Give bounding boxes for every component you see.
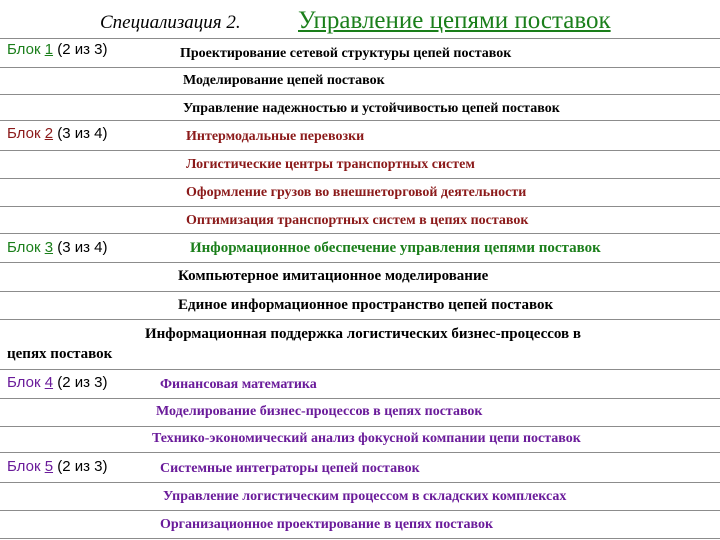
divider — [0, 150, 720, 151]
block-word: Блок — [7, 458, 41, 475]
list-item: Проектирование сетевой структуры цепей поставок — [180, 46, 512, 61]
list-item: Компьютерное имитационное моделирование — [178, 268, 489, 284]
divider — [0, 538, 720, 539]
divider — [0, 482, 720, 483]
divider — [0, 67, 720, 68]
block-number: 1 — [44, 41, 54, 58]
divider — [0, 262, 720, 263]
list-item: Информационное обеспечение управления цепями поставок — [190, 240, 601, 256]
block-number: 3 — [44, 239, 54, 256]
divider — [0, 369, 720, 370]
divider — [0, 206, 720, 207]
block-number: 5 — [44, 458, 54, 475]
block-number: 4 — [44, 374, 54, 391]
divider — [0, 94, 720, 95]
divider — [0, 426, 720, 427]
list-item: Системные интеграторы цепей поставок — [160, 461, 420, 476]
list-item: Единое информационное пространство цепей поставок — [178, 297, 554, 313]
list-item: Интермодальные перевозки — [186, 129, 365, 144]
specialization-label: Специализация 2. — [100, 12, 241, 33]
block-word: Блок — [7, 41, 41, 58]
page-title: Управление цепями поставок — [298, 7, 611, 34]
block-word: Блок — [7, 374, 41, 391]
list-item: Управление надежностью и устойчивостью цепей поставок — [183, 101, 560, 116]
list-item: Логистические центры транспортных систем — [186, 157, 475, 172]
list-item: Технико-экономический анализ фокусной компании цепи поставок — [152, 431, 581, 446]
list-item: Моделирование цепей поставок — [183, 73, 385, 88]
block-count: (2 из 3) — [57, 458, 108, 475]
block-count: (3 из 4) — [57, 239, 108, 256]
block-label — [7, 458, 107, 475]
block-count: (2 из 3) — [57, 41, 108, 58]
divider — [0, 452, 720, 453]
block-label — [7, 125, 107, 142]
block-count: (2 из 3) — [57, 374, 108, 391]
list-item: Информационная поддержка логистических бизнес-процессов в — [145, 326, 581, 342]
list-item: Оформление грузов во внешнеторговой деятельности — [186, 185, 527, 200]
list-item: Оптимизация транспортных систем в цепях поставок — [186, 213, 529, 228]
list-item: Организационное проектирование в цепях поставок — [160, 517, 494, 532]
list-item: Финансовая математика — [160, 377, 317, 392]
divider — [0, 398, 720, 399]
block-number: 2 — [44, 125, 54, 142]
list-item: Моделирование бизнес-процессов в цепях поставок — [156, 404, 483, 419]
divider — [0, 233, 720, 234]
divider — [0, 38, 720, 39]
divider — [0, 178, 720, 179]
block-word: Блок — [7, 239, 41, 256]
list-item-continued: цепях поставок — [7, 346, 113, 362]
list-item: Управление логистическим процессом в складских комплексах — [163, 489, 567, 504]
block-word: Блок — [7, 125, 41, 142]
divider — [0, 291, 720, 292]
block-count: (3 из 4) — [57, 125, 108, 142]
divider — [0, 319, 720, 320]
divider — [0, 510, 720, 511]
block-label — [7, 374, 107, 391]
block-label — [7, 239, 107, 256]
block-label — [7, 41, 107, 58]
divider — [0, 120, 720, 121]
